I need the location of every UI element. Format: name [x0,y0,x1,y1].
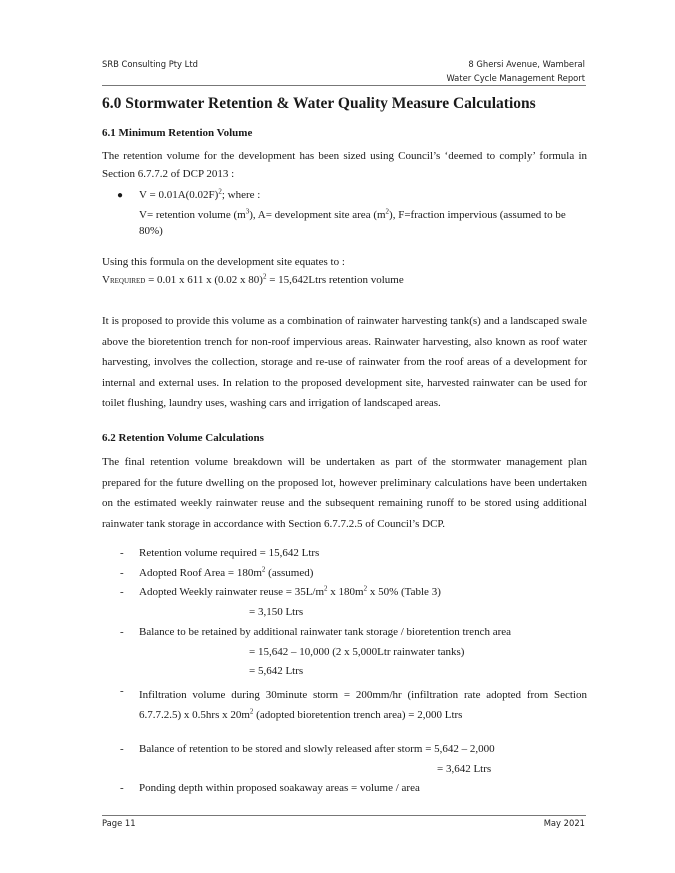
retention-breakdown-paragraph: The final retention volume breakdown will be undertaken as part of the stormwater management plan prepared for the future dwelling on the proposed lot, however preliminary calculations have been undertaken on the estimated weekly rainwater reuse and the subsequent remaining runoff to be stored using additional rainwater tank storage in accordance with Section 6.7.7.2.5 of Council’s DCP. [102,456,587,530]
balance-calculation: = 15,642 – 10,000 (2 x 5,000Ltr rainwater tanks) [249,646,465,658]
header-report-title: Water Cycle Management Report [446,73,585,83]
list-item-balance-retained: Balance to be retained by additional rainwater tank storage / bioretention trench area [139,626,512,638]
header-divider [102,85,586,86]
list-item-infiltration-volume: Infiltration volume during 30minute storm = 200mm/hr (infiltration rate adopted from Section 6.7.7.2.5) x 0.5hrs x $20m^2$ (adopted bioretention trench area) = 2,000 Ltrs [139,689,587,721]
list-dash: - [120,743,124,755]
section-title: 6.0 Stormwater Retention & Water Quality Measure Calculations [102,95,536,112]
weekly-reuse-result: = 3,150 Ltrs [249,606,304,618]
retention-calculation: VREQUIRED = 0.01 x 611 x (0.02 x 80)$^2$ = 15,642Ltrs retention volume [102,272,404,286]
list-dash: - [120,567,124,579]
heading-6-2: 6.2 Retention Volume Calculations [102,432,264,444]
list-item-roof-area: Adopted Roof Area = $180m^2$ (assumed) [139,565,314,579]
retention-intro-paragraph: The retention volume for the development has been sized using Council’s ‘deemed to comply’ formula in Section 6.7.7.2 of DCP 2013 : [102,150,587,180]
list-item-balance-released: Balance of retention to be stored and slowly released after storm = 5,642 – 2,000 [139,743,495,755]
formula-line: $V = 0.01A(0.02F)^2$; where : [139,187,261,201]
heading-6-1: 6.1 Minimum Retention Volume [102,127,253,139]
footer-date: May 2021 [543,818,585,828]
rainwater-harvesting-paragraph: It is proposed to provide this volume as a combination of rainwater harvesting tank(s) and a landscaped swale above the bioretention trench for non-roof impervious areas. Rainwater harvesting, also known as roof water harvesting, involves the collection, storage and re-use of rainwater from the roof areas of a development for internal and external uses. In relation to the proposed development site, harvested rainwater can be used for toilet flushing, laundry uses, washing cars and irrigation of landscaped areas. [102,315,587,409]
list-item-weekly-reuse: Adopted Weekly rainwater reuse = $35L/m^2$ x $180m^2$ x 50% (Table 3) [139,584,441,598]
list-dash: - [120,547,124,559]
balance-result: = 5,642 Ltrs [249,665,304,677]
list-item-retention-required: Retention volume required = 15,642 Ltrs [139,547,320,559]
list-dash: - [120,626,124,638]
list-dash: - [120,685,124,697]
balance-released-result: = 3,642 Ltrs [437,763,492,775]
list-dash: - [120,782,124,794]
list-dash: - [120,586,124,598]
footer-divider [102,815,586,816]
list-item-ponding-depth: Ponding depth within proposed soakaway areas = volume / area [139,782,420,794]
header-company: SRB Consulting Pty Ltd [102,59,198,69]
formula-definitions: V= retention volume $(m^3)$, A= development site area $(m^2)$, F=fraction impervious (assumed to be 80%) [139,207,566,237]
using-formula-text: Using this formula on the development site equates to : [102,256,345,268]
bullet-icon: ● [117,190,124,201]
header-address: 8 Ghersi Avenue, Wamberal [468,59,585,69]
footer-page-number: Page 11 [102,818,136,828]
